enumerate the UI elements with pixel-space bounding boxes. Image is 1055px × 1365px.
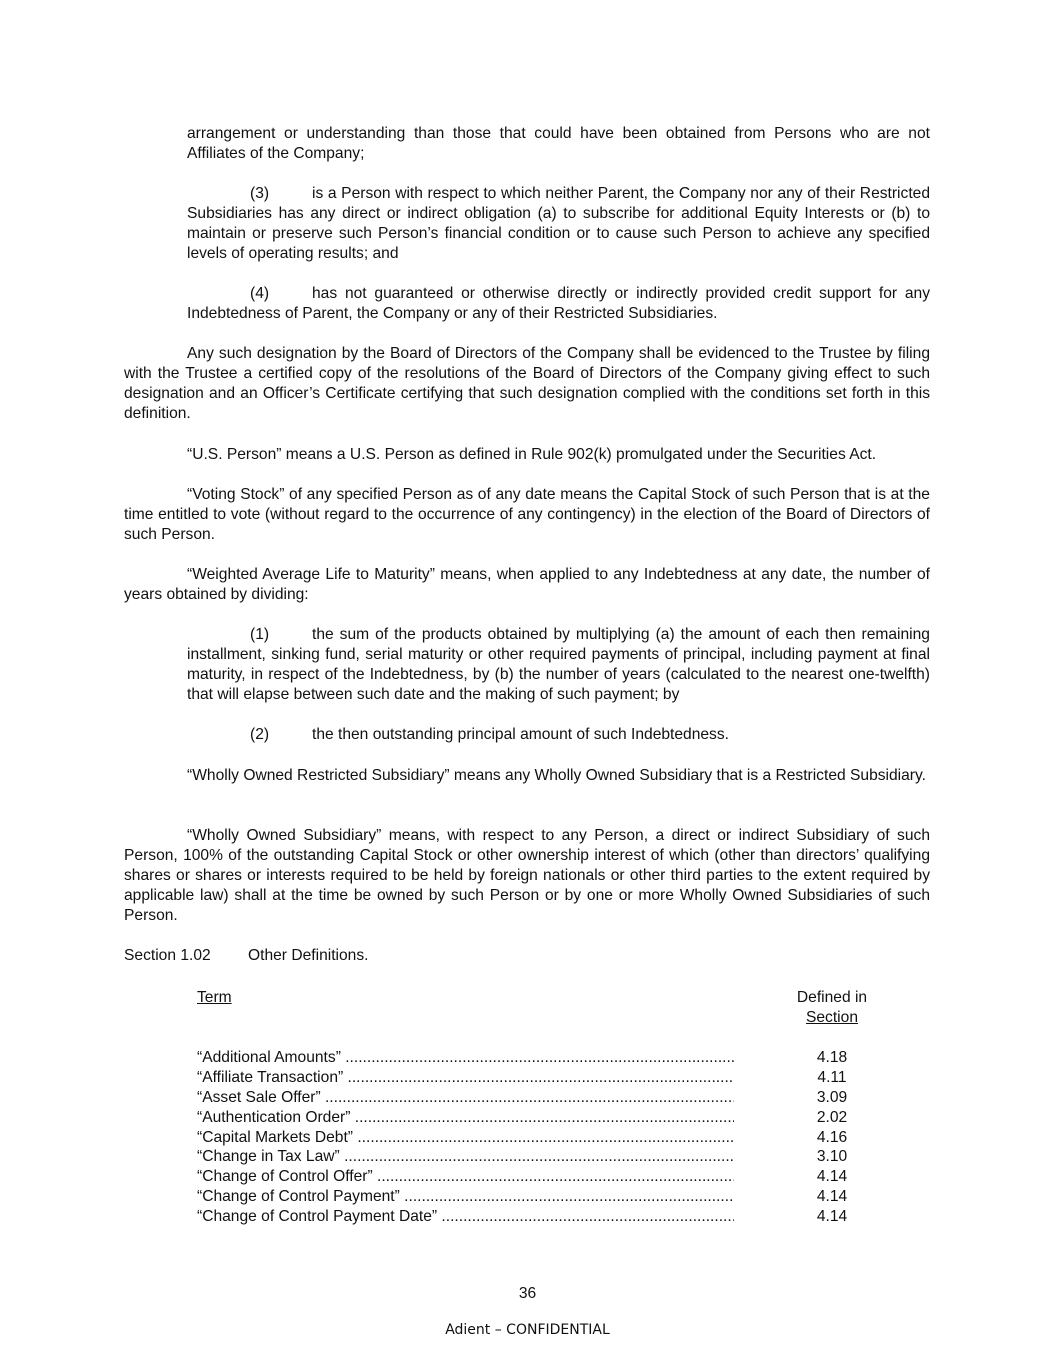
table-row — [197, 1068, 877, 1088]
table-section: 2.02 — [816, 1108, 848, 1126]
table-row — [197, 1048, 877, 1068]
table-term: “Authentication Order” ..... — [197, 1108, 734, 1128]
list-item-1 — [187, 625, 930, 705]
table-header-defined-in — [790, 988, 874, 1028]
definition-weighted-average-life: “Weighted Average Life to Maturity” means, when applied to any Indebtedness at any date, the number of years obtained by dividing: — [124, 566, 930, 603]
table-section: 3.10 — [816, 1148, 848, 1166]
table-row — [197, 1147, 877, 1167]
definition-us-person: “U.S. Person” means a U.S. Person as defined in Rule 902(k) promulgated under the Securities Act. — [187, 446, 877, 463]
definition-wholly-owned: “Wholly Owned Subsidiary” means, with respect to any Person, a direct or indirect Subsidiary of such Person, 100% of the outstanding Capital Stock or other ownership interest of which (other than directors’ qualifying shares or shares or interests required to be held by foreign nationals or other third parties to the extent required by applicable law) shall at the time be owned by such Person or by one or more Wholly Owned Subsidiaries of such Person. — [124, 827, 930, 924]
table-row — [197, 1167, 877, 1187]
list-number: (2) — [250, 726, 270, 743]
table-row — [197, 1207, 877, 1227]
list-item-4 — [187, 284, 930, 324]
section-heading — [124, 946, 930, 966]
table-term: “Capital Markets Debt” ..... — [197, 1128, 734, 1148]
table-row — [197, 1088, 877, 1108]
table-section: 3.09 — [816, 1088, 848, 1106]
table-term: “Change of Control Payment” ..... — [197, 1187, 734, 1207]
table-row — [197, 1128, 877, 1148]
list-item-text: the sum of the products obtained by multiplying (a) the amount of each then remaining installment, sinking fund, serial maturity or other required payments of principal, including payment at final maturity, in respect of the Indebtedness, by (b) the number of years (calculated to the nearest one-twelfth) that will elapse between such date and the making of such payment; by — [187, 626, 930, 703]
definitions-table — [197, 1048, 877, 1227]
list-item-text: the then outstanding principal amount of such Indebtedness. — [312, 726, 729, 743]
definition-voting-stock: “Voting Stock” of any specified Person as of any date means the Capital Stock of such Person that is at the time entitled to vote (without regard to the occurrence of any contingency) in the election of the Board of Directors of such Person. — [124, 486, 930, 543]
list-item-2 — [187, 725, 930, 745]
paragraph-designation: Any such designation by the Board of Directors of the Company shall be evidenced to the Trustee by filing with the Trustee a certified copy of the resolutions of the Board of Directors of the Company giving effect to such designation and an Officer’s Certificate certifying that such designation complied with the conditions set forth in this definition. — [124, 345, 930, 422]
list-item-3 — [187, 184, 930, 264]
table-header-defined-line1: Defined in — [796, 989, 868, 1006]
list-number: (4) — [250, 285, 270, 302]
table-term: “Change of Control Payment Date” ..... — [197, 1207, 734, 1227]
page-number: 36 — [518, 1285, 537, 1302]
list-number: (3) — [250, 185, 270, 202]
table-term: “Affiliate Transaction” ..... — [197, 1068, 734, 1088]
table-header-defined-line2: Section — [805, 1009, 858, 1026]
definition-wholly-owned-restricted: “Wholly Owned Restricted Subsidiary” means any Wholly Owned Subsidiary that is a Restricted Subsidiary. — [187, 767, 926, 784]
table-term: “Additional Amounts” ..... — [197, 1048, 734, 1068]
table-term: “Change in Tax Law” ..... — [197, 1147, 734, 1167]
table-row — [197, 1108, 877, 1128]
paragraph-continuation: arrangement or understanding than those that could have been obtained from Persons who are not Affiliates of the Company; — [187, 125, 930, 162]
table-section: 4.14 — [816, 1168, 848, 1186]
section-title: Other Definitions. — [248, 947, 369, 964]
list-item-text: has not guaranteed or otherwise directly or indirectly provided credit support for any Indebtedness of Parent, the Company or any of their Restricted Subsidiaries. — [187, 285, 930, 322]
table-section: 4.14 — [816, 1208, 848, 1226]
table-header-term: Term — [197, 989, 232, 1006]
table-term: “Asset Sale Offer” ..... — [197, 1088, 734, 1108]
table-section: 4.18 — [816, 1049, 848, 1066]
table-row — [197, 1187, 877, 1207]
list-number: (1) — [250, 626, 270, 643]
list-item-text: is a Person with respect to which neither Parent, the Company nor any of their Restricted Subsidiaries has any direct or indirect obligation (a) to subscribe for additional Equity Interests or (b) to maintain or preserve such Person’s financial condition or to cause such Person to achieve any specified levels of operating results; and — [187, 185, 930, 262]
section-number: Section 1.02 — [124, 947, 211, 964]
table-section: 4.11 — [817, 1068, 847, 1086]
table-section: 4.16 — [816, 1128, 848, 1146]
table-section: 4.14 — [816, 1188, 848, 1206]
confidential-footer: Adient – CONFIDENTIAL — [445, 1322, 610, 1338]
table-term: “Change of Control Offer” ..... — [197, 1167, 734, 1187]
